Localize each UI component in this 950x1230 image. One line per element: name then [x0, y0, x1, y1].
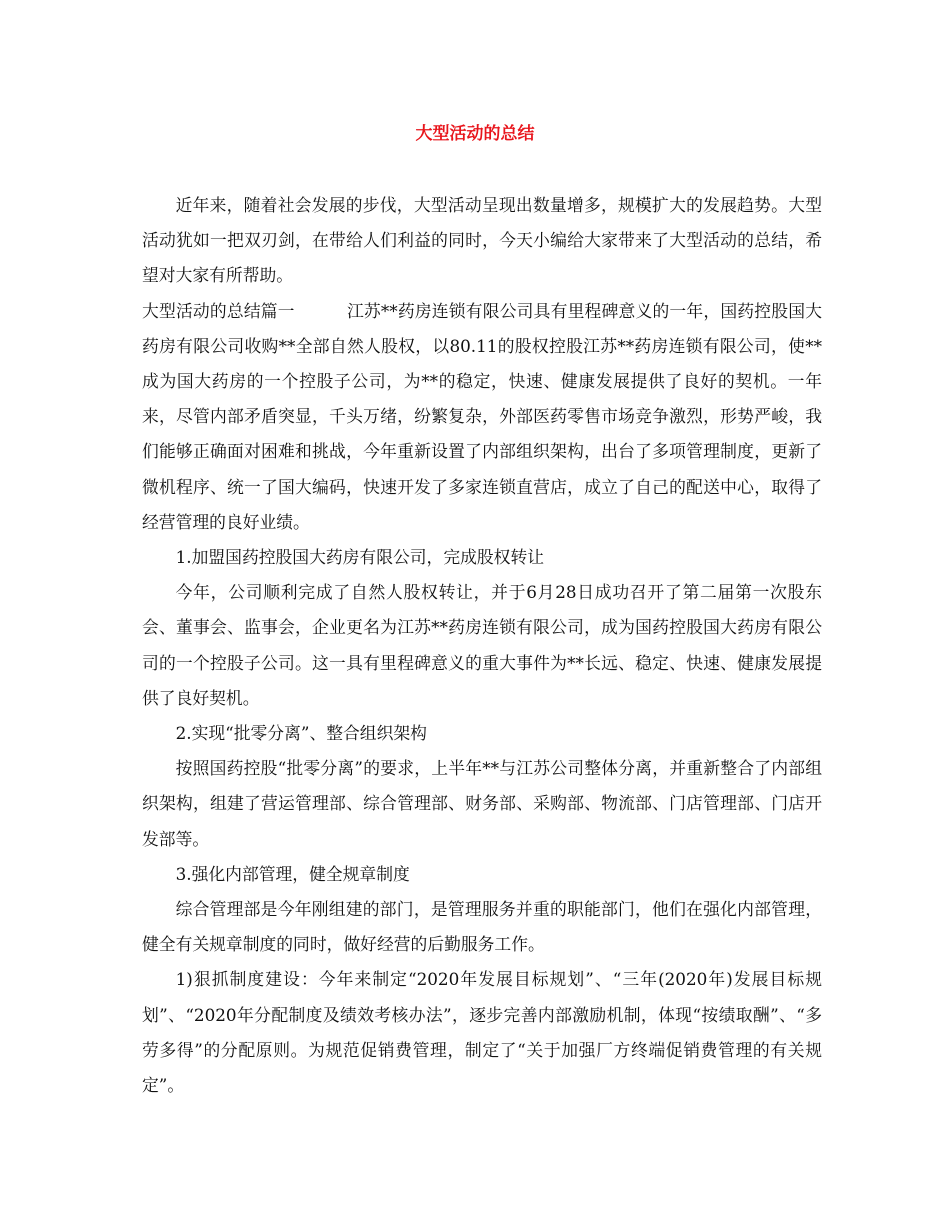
document-body — [142, 188, 822, 1103]
heading-3: 3.强化内部管理，健全规章制度 — [175, 863, 410, 884]
paragraph-1: 今年，公司顺利完成了自然人股权转让，并于6月28日成功召开了第二届第一次股东会、董事会、监事会，企业更名为江苏**药房连锁有限公司，成为国药控股国大药房有限公司的一个控股子公司。这一具有里程碑意义的重大事件为**长远、稳定、快速、健康发展提供了良好契机。 — [142, 582, 822, 708]
section-text: 江苏**药房连锁有限公司具有里程碑意义的一年，国药控股国大药房有限公司收购**全部自然人股权，以80.11的股权控股江苏**药房连锁有限公司，使**成为国大药房的一个控股子公司，为**的稳定，快速、健康发展提供了良好的契机。一年来，尽管内部矛盾突显，千头万绪，纷繁复杂，外部医药零售市场竞争激烈，形势严峻，我们能够正确面对困难和挑战，今年重新设置了内部组织架构，出台了多项管理制度，更新了微机程序、统一了国大编码，快速开发了多家连锁直营店，成立了自己的配送中心，取得了经营管理的良好业绩。 — [142, 300, 822, 532]
section-paragraph — [142, 294, 822, 540]
paragraph-4: 1)狠抓制度建设：今年来制定“2020年发展目标规划”、“三年(2020年)发展目标规划”、“2020年分配制度及绩效考核办法”，逐步完善内部激励机制，体现“按绩取酬”、“多劳多得”的分配原则。为规范促销费管理，制定了“关于加强厂方终端促销费管理的有关规定”。 — [142, 969, 822, 1096]
paragraph-3: 综合管理部是今年刚组建的部门，是管理服务并重的职能部门，他们在强化内部管理，健全有关规章制度的同时，做好经营的后勤服务工作。 — [142, 899, 822, 955]
section-label: 大型活动的总结篇一 — [142, 300, 295, 321]
heading-1: 1.加盟国药控股国大药房有限公司，完成股权转让 — [175, 547, 545, 568]
heading-2: 2.实现“批零分离”、整合组织架构 — [175, 723, 427, 744]
document-title: 大型活动的总结 — [415, 124, 535, 144]
intro-paragraph: 近年来，随着社会发展的步伐，大型活动呈现出数量增多，规模扩大的发展趋势。大型活动犹如一把双刃剑，在带给人们利益的同时，今天小编给大家带来了大型活动的总结，希望对大家有所帮助。 — [142, 195, 822, 286]
paragraph-2: 按照国药控股“批零分离”的要求，上半年**与江苏公司整体分离，并重新整合了内部组织架构，组建了营运管理部、综合管理部、财务部、采购部、物流部、门店管理部、门店开发部等。 — [142, 758, 822, 849]
